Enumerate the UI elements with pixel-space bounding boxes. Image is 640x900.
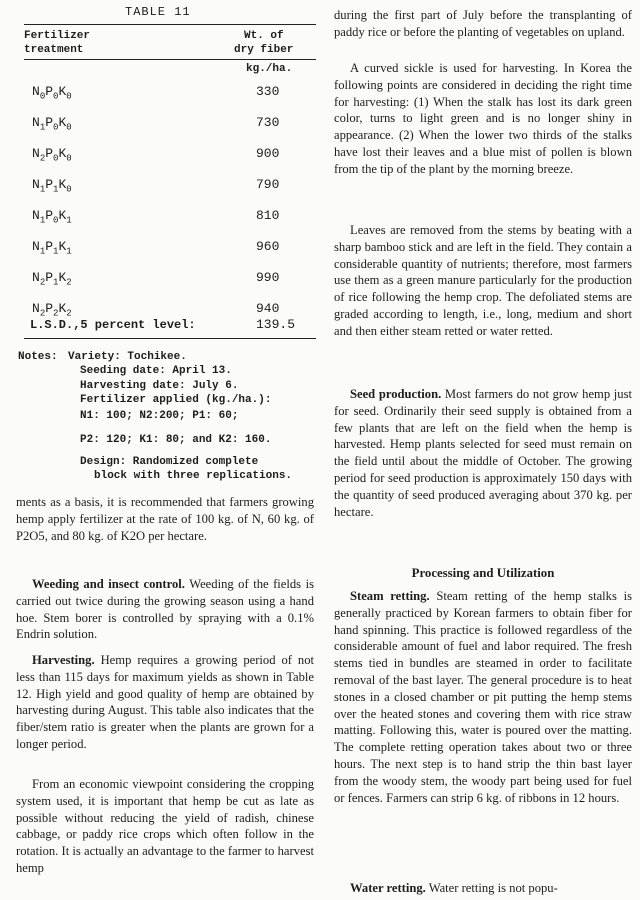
harvesting-paragraph (16, 652, 314, 753)
fiber-weight-cell: 790 (256, 177, 280, 192)
fiber-weight-cell: 730 (256, 115, 280, 130)
table-header-rule (24, 59, 316, 60)
left-paragraph-1 (16, 494, 314, 544)
leaves-text: Leaves are removed from the stems by beating with a sharp bamboo stick and are left in the field. They contain a considerable quantity of nutrients; therefore, most farmers use them as a green manure particularly for the production of rice following the hemp crop. The defoliated stems are graded according to length, i.e., long, medium and short and then either steam retted or water retted. (334, 223, 632, 338)
header-weight-1: Wt. of (244, 30, 284, 42)
seed-production-paragraph (334, 386, 632, 520)
water-retting-heading: Water retting. (350, 881, 426, 895)
steam-retting-body: Steam retting of the hemp stalks is generally practiced by Korean farmers to obtain fiber for hand spinning. This practice is followed regardless of the considerable amount of fuel and labor required. The fresh stems tied in bundles are steamed in order to facilitate removal of the bast layer. The general procedure is to heat stones in a closed chamber or pit putting the hemp stems over the heated stones and covering them with rice straw matting. Following this, water is poured over the matting. The complete retting operation takes about two or three hours. The next step is to hand strip the thin bast layer from the woody stem, the woody part being used for fuel or fences. Farmers can strip 6 kg. of ribbons in 12 hours. (334, 589, 632, 805)
steam-retting-paragraph (334, 588, 632, 806)
unit-label: kg./ha. (246, 63, 293, 75)
fiber-weight-cell: 810 (256, 208, 280, 223)
harvesting-heading: Harvesting. (32, 653, 95, 667)
economic-text: From an economic viewpoint considering the cropping system used, it is important that hemp be cut as late as possible without reducing the yield of radish, chinese cabbage, or paddy rice crops which often follow in the rotation. It is actually an advantage to the farmer to harvest hemp (16, 777, 314, 875)
processing-section-heading: Processing and Utilization (411, 566, 555, 580)
sickle-text: A curved sickle is used for harvesting. In Korea the following points are considered in deciding the right time for harvesting: (1) When the stalk has lost its dark green color, turns to light green and is no longer shiny in appearance. (2) When the lower two thirds of the stalks have lost their leaves and a blue mist of pollen is blown from the tip of the plant by the morning breeze. (334, 61, 632, 176)
water-retting-paragraph (334, 880, 632, 897)
notes-label: Notes: (18, 351, 58, 363)
notes-fertilizer: Fertilizer applied (kg./ha.): (80, 394, 272, 406)
treatment-cell: $N_2P_0K_0$ (32, 146, 72, 164)
weeding-body: Weeding of the fields is carried out twice during the growing season using a hand hoe. Stem borer is controlled by spraying with a 0.1% Endrin solution. (16, 577, 314, 642)
weeding-heading: Weeding and insect control. (32, 577, 185, 591)
treatment-cell: $N_1P_0K_1$ (32, 208, 72, 226)
right-paragraph-1 (334, 7, 632, 41)
economic-paragraph (16, 776, 314, 877)
harvesting-body: Hemp requires a growing period of not less than 115 days for maximum yields as shown in Table 12. High yield and good quality of hemp are obtained by harvesting during August. This table also indicates that the fiber/stem ratio is greater when the plants are grown for a longer period. (16, 653, 314, 751)
table-title: TABLE 11 (125, 5, 191, 19)
right-p1-text: during the first part of July before the transplanting of paddy rice or before the planting of vegetables on upland. (334, 8, 632, 39)
fiber-weight-cell: 900 (256, 146, 280, 161)
fiber-weight-cell: 330 (256, 84, 280, 99)
treatment-cell: $N_1P_1K_1$ (32, 239, 72, 257)
treatment-cell: $N_1P_1K_0$ (32, 177, 72, 195)
water-retting-body: Water retting is not popu- (425, 881, 558, 895)
treatment-cell: $N_2P_1K_2$ (32, 270, 72, 288)
seed-production-heading: Seed production. (350, 387, 442, 401)
notes-seeding: Seeding date: April 13. (80, 365, 232, 377)
seed-production-body: Most farmers do not grow hemp just for seed. Ordinarily their seed supply is obtained from a few plants that are left on the field when the hemp is harvested. Hemp plants selected for seed must remain on the field until about the middle of October. The growing period for seed production is approximately 150 days with the quantity of seed produced averaging about 370 kg. per hectare. (334, 387, 632, 519)
fiber-weight-cell: 990 (256, 270, 280, 285)
fiber-weight-cell: 940 (256, 301, 280, 316)
table-top-rule (24, 24, 316, 25)
steam-retting-heading: Steam retting. (350, 589, 430, 603)
left-p1-text: ments as a basis, it is recommended that farmers growing hemp apply fertilizer at the rate of 100 kg. of N, 60 kg. of P2O5, and 80 kg. of K2O per hectare. (16, 495, 314, 543)
treatment-cell: $N_2P_2K_2$ (32, 301, 72, 319)
header-treatment-1: Fertilizer (24, 30, 91, 42)
weeding-paragraph (16, 576, 314, 643)
table-bottom-rule (24, 338, 316, 339)
leaves-paragraph (334, 222, 632, 340)
lsd-label: L.S.D.,5 percent level: (30, 318, 196, 332)
notes-design-1: Design: Randomized complete (80, 456, 259, 468)
header-treatment-2: treatment (24, 44, 84, 56)
notes-harvesting: Harvesting date: July 6. (80, 380, 239, 392)
sickle-paragraph (334, 60, 632, 178)
lsd-value: 139.5 (256, 317, 296, 332)
treatment-cell: $N_1P_0K_0$ (32, 115, 72, 133)
notes-variety: Variety: Tochikee. (68, 351, 187, 363)
header-weight-2: dry fiber (234, 44, 294, 56)
treatment-cell: $N_0P_0K_0$ (32, 84, 72, 102)
notes-fert-line1: N1: 100; N2:200; P1: 60; (80, 410, 239, 422)
notes-design-2: block with three replications. (94, 470, 293, 482)
notes-fert-line2: P2: 120; K1: 80; and K2: 160. (80, 434, 272, 446)
fiber-weight-cell: 960 (256, 239, 280, 254)
